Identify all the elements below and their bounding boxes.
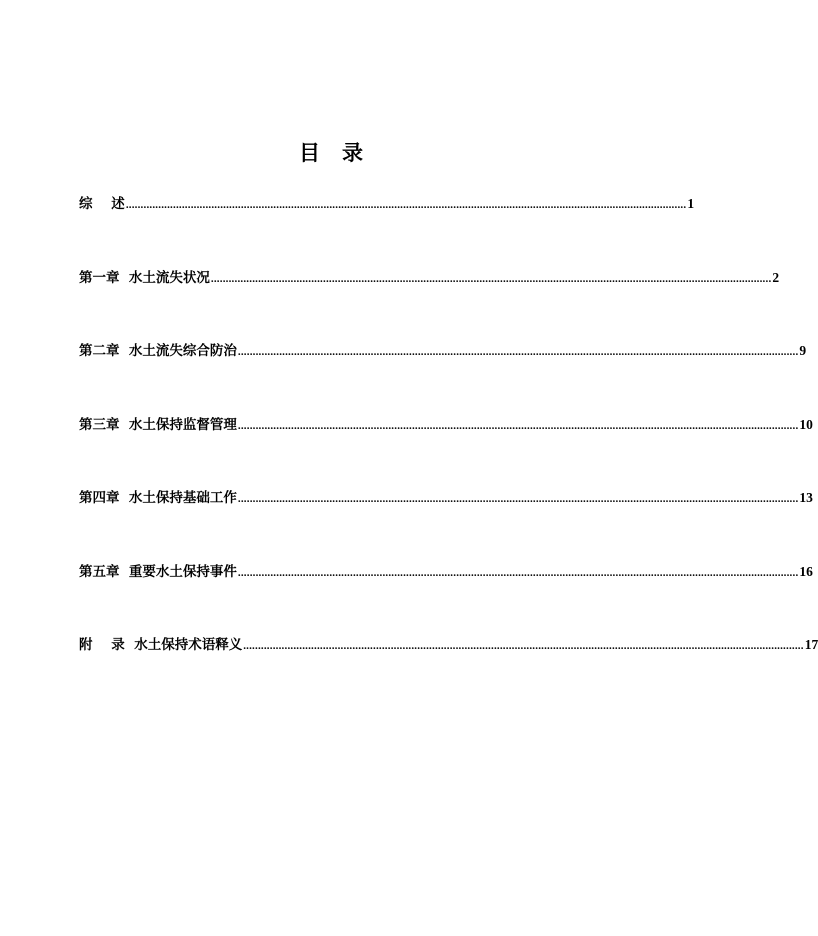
page-title-char-1: 目 (299, 141, 320, 166)
toc-entry-name: 水土保持基础工作 (128, 490, 237, 506)
toc-entry-page: 13 (799, 490, 813, 505)
toc-entry-chapter-4[interactable] (79, 487, 813, 509)
toc-dot-leader: .............................................................................................................................................................................................. (125, 199, 687, 211)
toc-entry-appendix[interactable] (79, 634, 818, 656)
toc-entry-page: 1 (687, 196, 695, 211)
toc-entry-label (79, 267, 210, 289)
toc-entry-overview[interactable] (79, 193, 695, 215)
toc-entry-chapter: 第一章 (79, 269, 129, 286)
toc-entry-page: 10 (799, 416, 813, 432)
toc-entry-chapter: 第五章 (79, 563, 129, 580)
toc-entry-chapter: 第三章 (79, 416, 129, 433)
toc-dot-leader: .............................................................................................................................................................................................. (237, 346, 799, 358)
toc-entry-chapter: 附 录 (79, 637, 135, 653)
toc-entry-page: 2 (772, 269, 780, 285)
toc-entry-page: 9 (799, 343, 807, 358)
toc-entry-label (79, 561, 237, 583)
page-title (0, 138, 662, 168)
toc-entry-chapter: 第四章 (79, 490, 129, 506)
table-of-contents (79, 193, 818, 708)
toc-entry-name: 重要水土保持事件 (128, 563, 237, 580)
toc-entry-chapter-2[interactable] (79, 340, 807, 362)
toc-entry-label (79, 193, 125, 215)
toc-entry-name: 水土流失状况 (128, 269, 210, 286)
toc-entry-page: 16 (799, 563, 813, 579)
page-title-char-2: 录 (342, 141, 363, 166)
toc-entry-label (79, 340, 237, 362)
toc-entry-label (79, 634, 242, 656)
toc-entry-name: 水土流失综合防治 (128, 343, 237, 359)
toc-dot-leader: .............................................................................................................................................................................................. (237, 419, 799, 432)
toc-dot-leader: .............................................................................................................................................................................................. (243, 640, 804, 652)
toc-dot-leader: .............................................................................................................................................................................................. (210, 272, 772, 285)
toc-entry-page: 17 (804, 637, 818, 652)
toc-entry-label (79, 414, 237, 436)
toc-entry-chapter-1[interactable] (79, 267, 780, 289)
toc-entry-name: 水土保持术语释义 (134, 637, 243, 653)
toc-entry-chapter: 综 述 (79, 196, 125, 212)
toc-dot-leader: .............................................................................................................................................................................................. (237, 566, 799, 579)
toc-entry-chapter: 第二章 (79, 343, 129, 359)
toc-dot-leader: .............................................................................................................................................................................................. (237, 493, 799, 505)
toc-entry-label (79, 487, 237, 509)
toc-entry-chapter-3[interactable] (79, 414, 813, 436)
toc-entry-chapter-5[interactable] (79, 561, 813, 583)
toc-entry-name: 水土保持监督管理 (128, 416, 237, 433)
